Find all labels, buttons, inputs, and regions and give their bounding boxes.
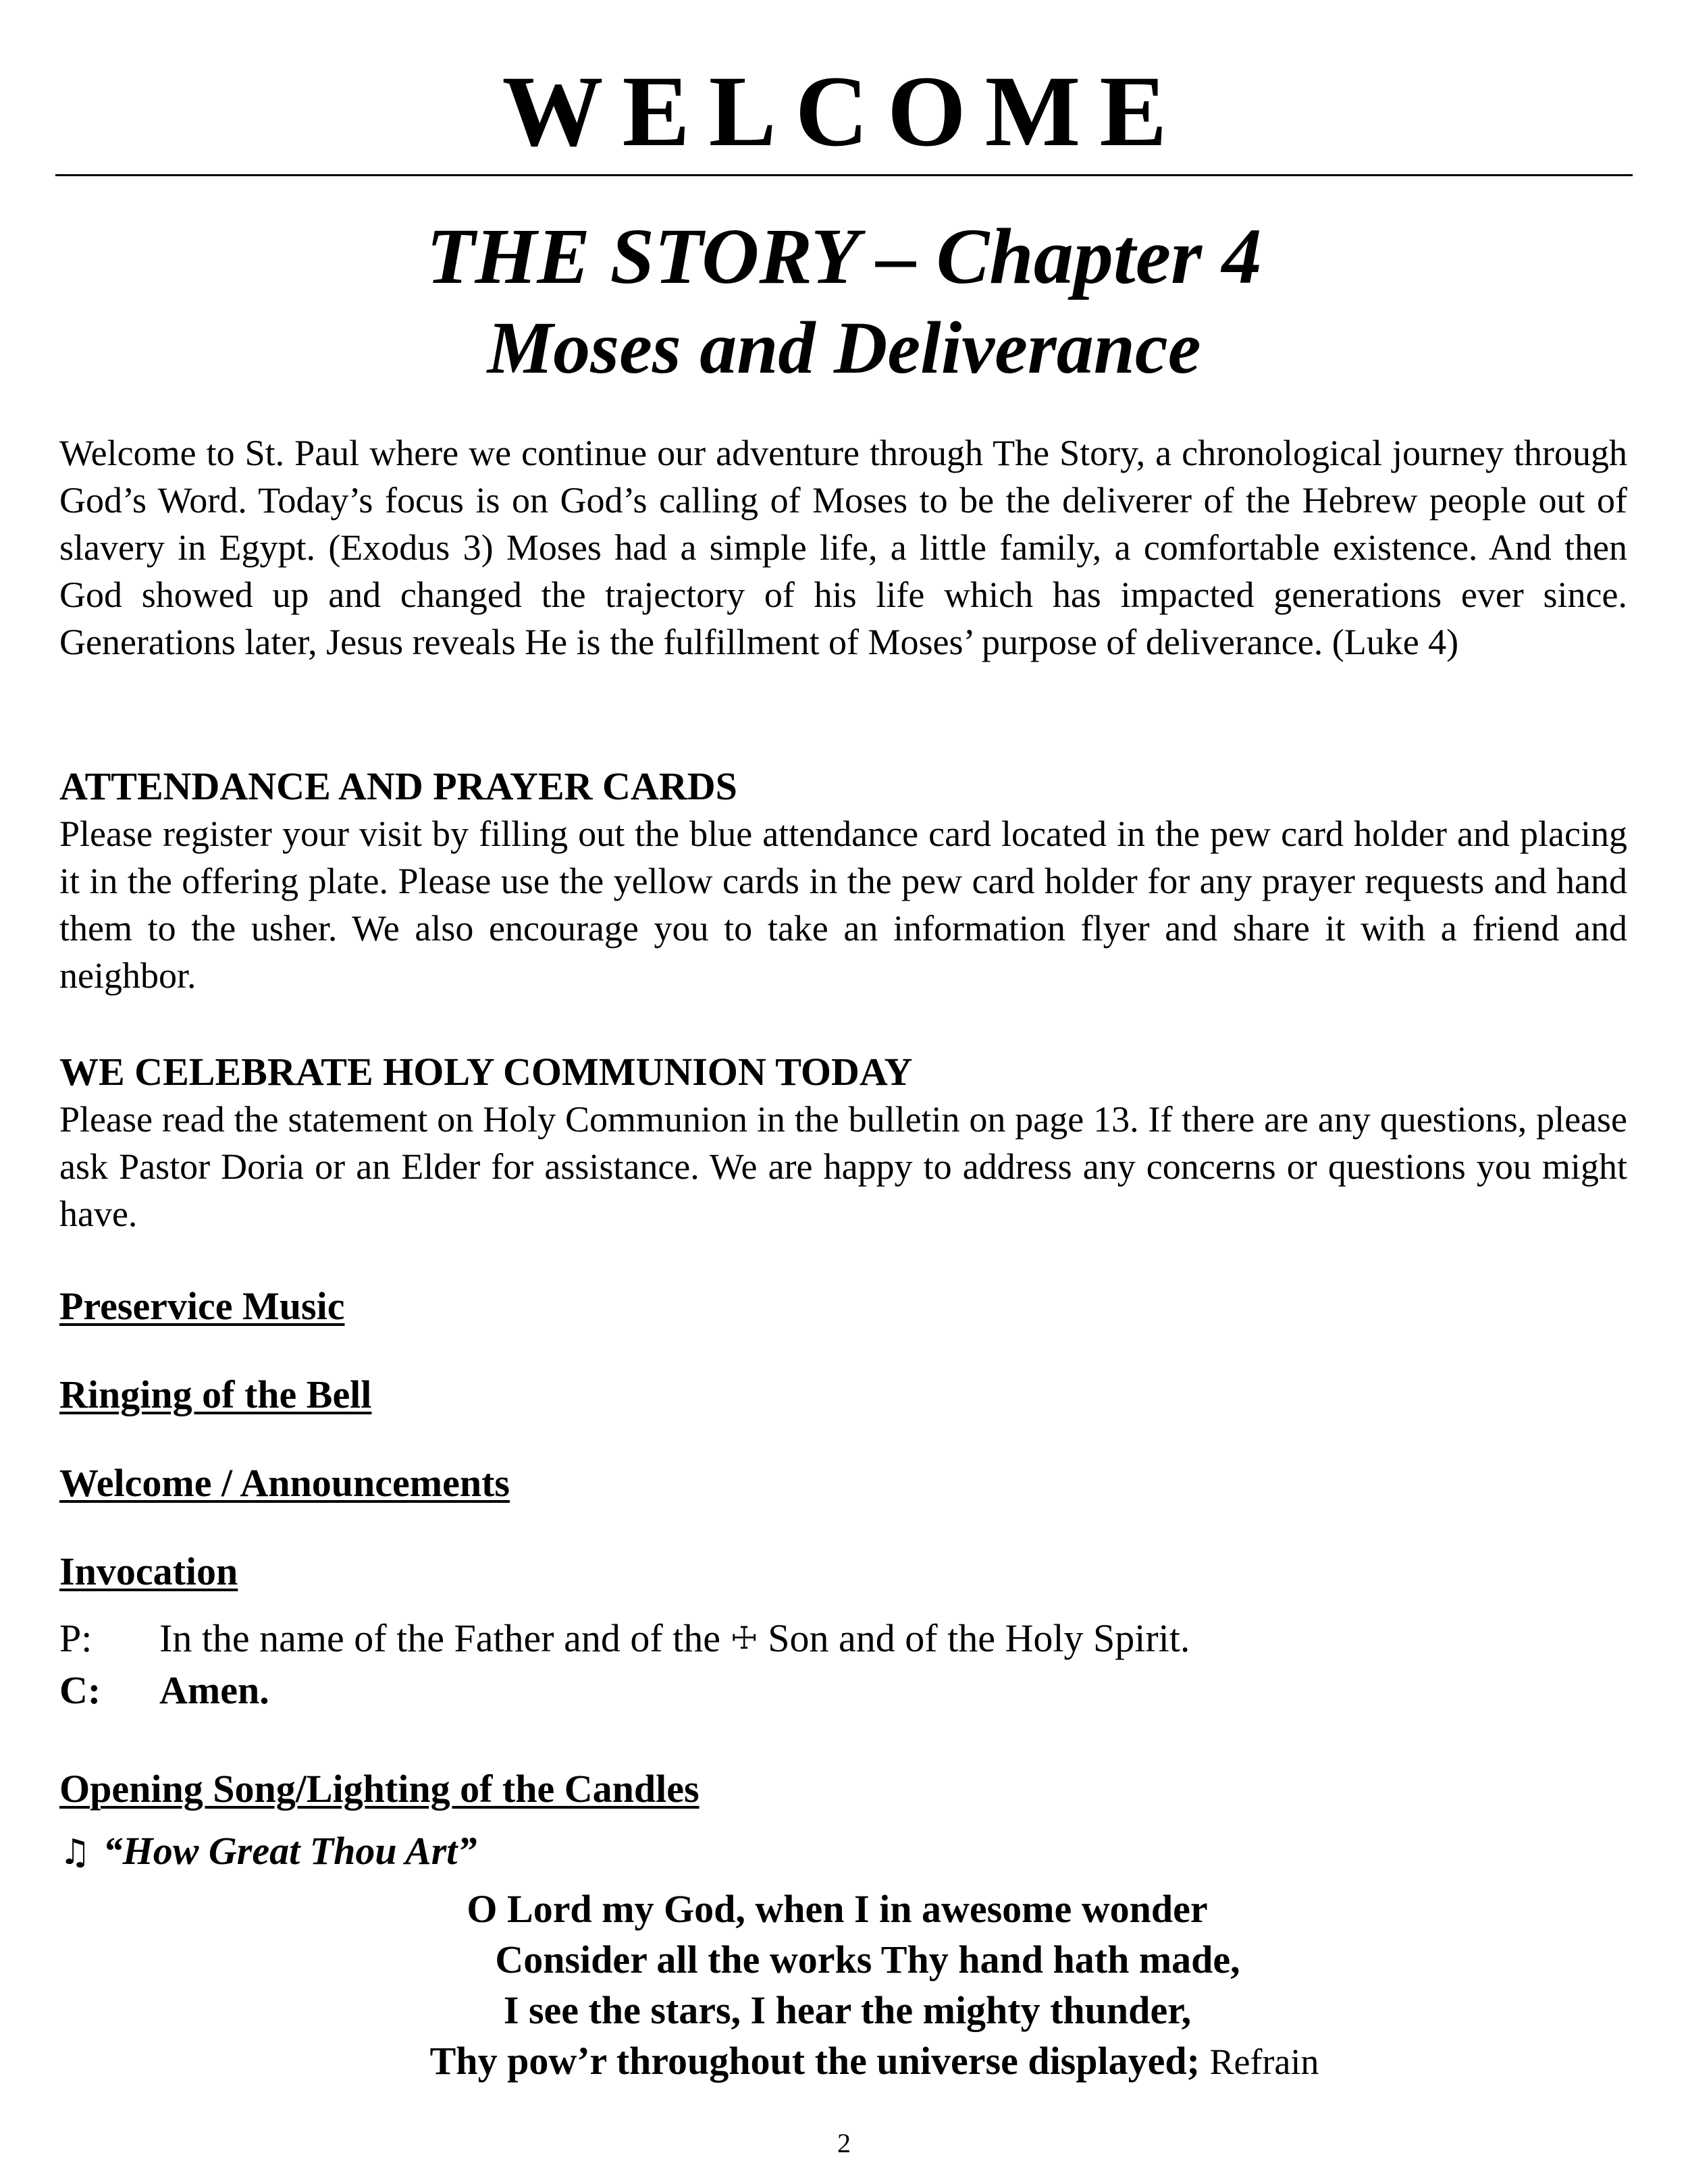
communion-paragraph: Please read the statement on Holy Communion in the bulletin on page 13. If there are any questions, please ask Pastor Doria or an Elder for assistance. We are happy to address any concerns or questions you might have. (59, 1099, 1627, 1234)
communion-heading: WE CELEBRATE HOLY COMMUNION TODAY (59, 1050, 913, 1094)
invocation-pastor-line (59, 1612, 1190, 1664)
song-title: “How Great Thou Art” (103, 1829, 477, 1873)
congregation-label: C: (59, 1668, 101, 1712)
section-welcome-announcements: Welcome / Announcements (59, 1461, 510, 1505)
intro-paragraph: Welcome to St. Paul where we continue our adventure through The Story, a chronological journey through God’s Word. Today’s focus is on God’s calling of Moses to be the deliverer of the Hebrew people out of slavery in Egypt. (Exodus 3) Moses had a simple life, a little family, a comfortable existence. And then God showed up and changed the trajectory of his life which has impacted generations ever since. Generations later, Jesus reveals He is the fulfillment of Moses’ purpose of deliverance. (Luke 4) (59, 433, 1627, 662)
section-ringing-of-bell: Ringing of the Bell (59, 1373, 372, 1416)
lyric-line-1: O Lord my God, when I in awesome wonder (467, 1887, 1208, 1931)
section-opening-song: Opening Song/Lighting of the Candles (59, 1767, 700, 1811)
invocation-congregation-line (59, 1665, 269, 1716)
lyric-line-3: I see the stars, I hear the mighty thunder, (503, 1988, 1192, 2032)
welcome-heading: WELCOME (502, 55, 1186, 167)
heading-divider (55, 174, 1633, 176)
song-title-line (59, 1826, 477, 1878)
invocation-congregation-text: Amen. (159, 1668, 269, 1712)
attendance-paragraph: Please register your visit by filling out the blue attendance card located in the pew card holder and placing it in the offering plate. Please use the yellow cards in the pew card holder for any prayer requests and hand them to the usher. We also encourage you to take an information flyer and share it with a friend and neighbor. (59, 814, 1627, 996)
story-subtitle: Moses and Deliverance (487, 307, 1201, 389)
section-invocation: Invocation (59, 1549, 238, 1593)
invocation-pastor-text-before: In the name of the Father and of the (159, 1616, 721, 1660)
story-title: THE STORY – Chapter 4 (426, 212, 1262, 300)
pastor-label: P: (59, 1616, 93, 1660)
section-preservice-music: Preservice Music (59, 1284, 345, 1328)
cross-icon: ☩ (730, 1620, 758, 1656)
refrain-label: Refrain (1209, 2042, 1319, 2082)
attendance-heading: ATTENDANCE AND PRAYER CARDS (59, 764, 737, 808)
music-note-icon: ♫ (59, 1832, 91, 1873)
invocation-pastor-text-after: Son and of the Holy Spirit. (768, 1616, 1190, 1660)
lyric-line-2: Consider all the works Thy hand hath made, (495, 1938, 1240, 1981)
lyric-line-4 (0, 2035, 1688, 2087)
page-number: 2 (837, 2128, 851, 2158)
lyric-line-4-text: Thy pow’r throughout the universe displayed; (429, 2039, 1200, 2083)
